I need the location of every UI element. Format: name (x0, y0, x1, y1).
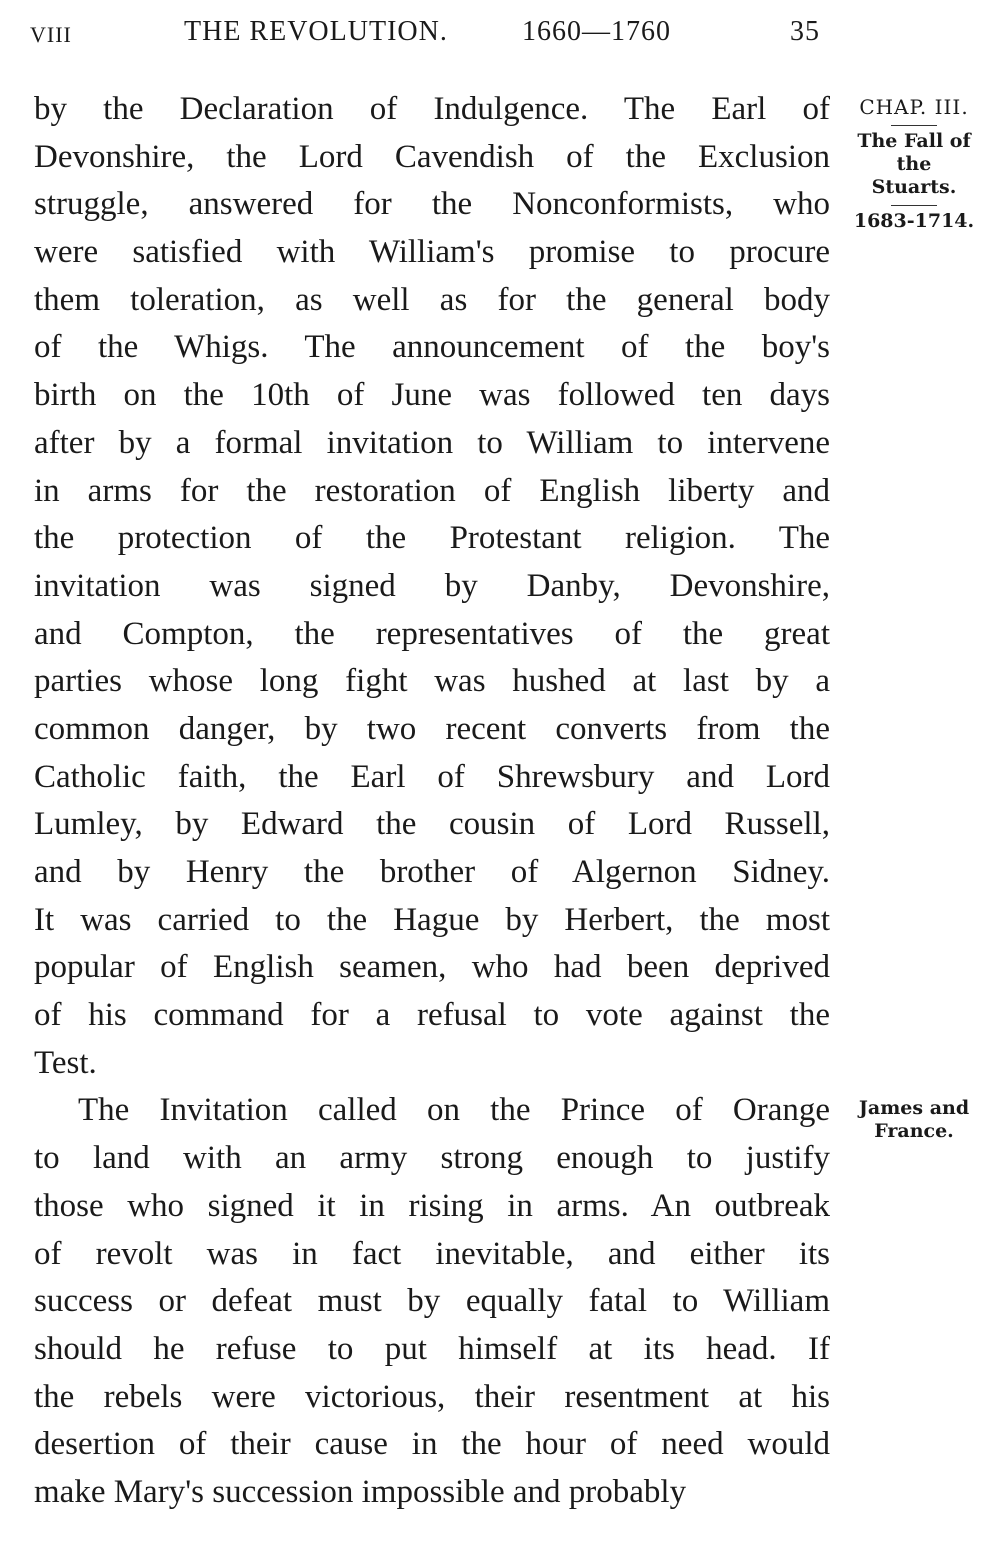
text-line: of the Whigs. The announcement of the boy's (34, 329, 830, 366)
text-line: should he refuse to put himself at its head. If (34, 1330, 830, 1367)
paragraph-2 (34, 1087, 830, 1516)
margin-years: 1683-1714. (853, 210, 975, 232)
paragraph-1 (34, 86, 830, 1087)
text-line: of revolt was in fact inevitable, and either its (34, 1235, 830, 1272)
text-line: success or defeat must by equally fatal to William (34, 1283, 830, 1320)
text-line: parties whose long fight was hushed at last by a (34, 663, 830, 700)
margin-rule (891, 205, 937, 206)
text-line: those who signed it in rising in arms. An outbreak (34, 1187, 830, 1224)
text-line: of his command for a refusal to vote against the (34, 997, 830, 1034)
text-line: in arms for the restoration of English liberty and (34, 472, 830, 509)
text-line: invitation was signed by Danby, Devonshire, (34, 567, 830, 604)
body-text (34, 86, 830, 1517)
text-line: Test. (34, 1044, 97, 1081)
text-line: them toleration, as well as for the general body (34, 281, 830, 318)
text-line: and by Henry the brother of Algernon Sidney. (34, 854, 830, 890)
text-line: birth on the 10th of June was followed ten days (34, 377, 830, 414)
text-line: Devonshire, the Lord Cavendish of the Exclusion (34, 138, 830, 175)
text-line: desertion of their cause in the hour of need would (34, 1426, 830, 1463)
page-number: 35 (790, 16, 820, 47)
running-dates: 1660—1760 (522, 16, 671, 47)
text-line: by the Declaration of Indulgence. The Earl of (34, 91, 830, 127)
text-line: were satisfied with William's promise to procure (34, 234, 830, 271)
text-line: the rebels were victorious, their resentment at his (34, 1378, 830, 1415)
text-line: to land with an army strong enough to justify (34, 1140, 830, 1177)
text-line: popular of English seamen, who had been deprived (34, 949, 830, 986)
text-line: make Mary's succession impossible and probably (34, 1473, 687, 1510)
margin-chap: CHAP. III. (859, 95, 969, 119)
text-line: the protection of the Protestant religion. The (34, 520, 830, 557)
text-line: It was carried to the Hague by Herbert, the most (34, 901, 830, 938)
margin-note-james-france (834, 1097, 994, 1143)
text-line: Catholic faith, the Earl of Shrewsbury and Lord (34, 758, 830, 795)
margin-note-text: James and France. (858, 1097, 970, 1142)
text-line: struggle, answered for the Nonconformists, who (34, 186, 830, 223)
margin-rule (891, 125, 937, 126)
chapter-number: VIII (30, 22, 72, 47)
running-title: THE REVOLUTION. (184, 16, 448, 47)
text-line: after by a formal invitation to William to intervene (34, 424, 830, 461)
text-line: Lumley, by Edward the cousin of Lord Russell, (34, 806, 830, 843)
running-header (30, 14, 830, 54)
margin-note-chapter (834, 96, 994, 233)
text-line: and Compton, the representatives of the great (34, 615, 830, 652)
margin-section: The Fall of the Stuarts. (857, 130, 971, 198)
text-line: common danger, by two recent converts from the (34, 710, 830, 747)
text-line: The Invitation called on the Prince of Orange (78, 1092, 830, 1129)
